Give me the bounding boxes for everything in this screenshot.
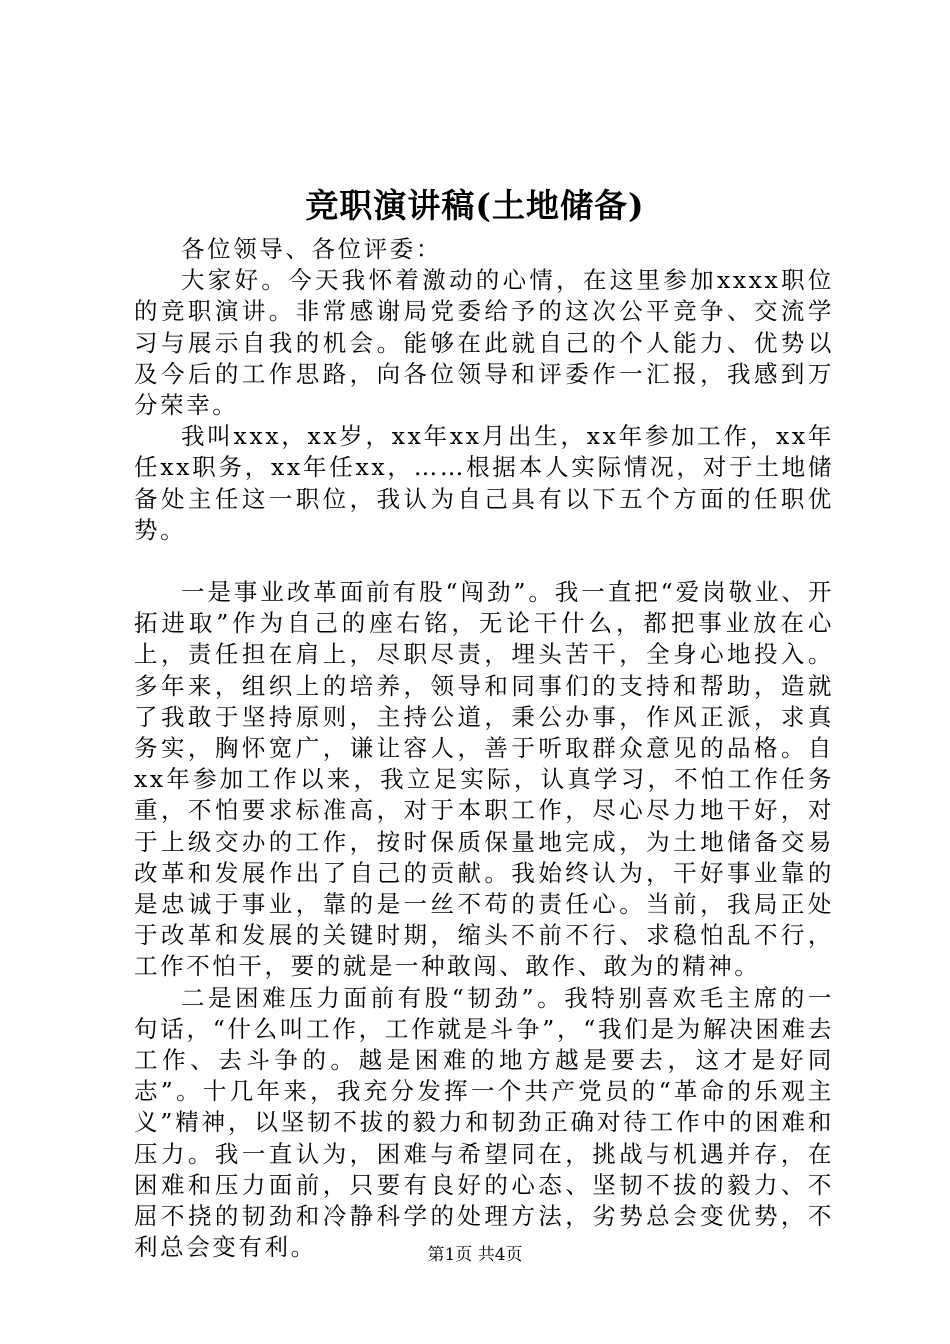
paragraph-advantage-one: 一是事业改革面前有股“闯劲”。我一直把“爱岗敬业、开拓进取”作为自己的座右铭，无论干什么，都把事业放在心上，责任担在肩上，尽职尽责，埋头苦干，全身心地投入。多年来，组织上的培养，领导和同事们的支持和帮助，造就了我敢于坚持原则，主持公道，秉公办事，作风正派，求真务实，胸怀宽广，谦让容人，善于听取群众意见的品格。自xx年参加工作以来，我立足实际，认真学习，不怕工作任务重，不怕要求标准高，对于本职工作，尽心尽力地干好，对于上级交办的工作，按时保质保量地完成，为土地储备交易改革和发展作出了自己的贡献。我始终认为，干好事业靠的是忠诚于事业，靠的是一丝不苟的责任心。当前，我局正处于改革和发展的关键时期，缩头不前不行、求稳怕乱不行，工作不怕干，要的就是一种敢闯、敢作、敢为的精神。 (134, 578, 834, 981)
paragraph-advantage-two: 二是困难压力面前有股“韧劲”。我特别喜欢毛主席的一句话，“什么叫工作，工作就是斗争”，“我们是为解决困难去工作、去斗争的。越是困难的地方越是要去，这才是好同志”。十几年来，我充分发挥一个共产党员的“革命的乐观主义”精神，以坚韧不拔的毅力和韧劲正确对待工作中的困难和压力。我一直认为，困难与希望同在，挑战与机遇并存，在困难和压力面前，只要有良好的心态、坚韧不拔的毅力、不屈不挠的韧劲和冷静科学的处理方法，劣势总会变优势，不利总会变有利。 (134, 983, 834, 1262)
document-body (134, 234, 834, 1264)
page-footer: 第1页 共4页 (427, 1245, 523, 1265)
paragraph-introduction: 我叫xxx，xx岁，xx年xx月出生，xx年参加工作，xx年任xx职务，xx年任xx，……根据本人实际情况，对于土地储备处主任这一职位，我认为自己具有以下五个方面的任职优势。 (134, 422, 834, 544)
paragraph-greeting: 大家好。今天我怀着激动的心情，在这里参加xxxx职位的竞职演讲。非常感谢局党委给予的这次公平竞争、交流学习与展示自我的机会。能够在此就自己的个人能力、优势以及今后的工作思路，向各位领导和评委作一汇报，我感到万分荣幸。 (134, 266, 834, 420)
document-title: 竞职演讲稿(土地储备) (305, 186, 645, 225)
salutation: 各位领导、各位评委： (181, 235, 442, 263)
paragraph-spacer (134, 546, 834, 577)
